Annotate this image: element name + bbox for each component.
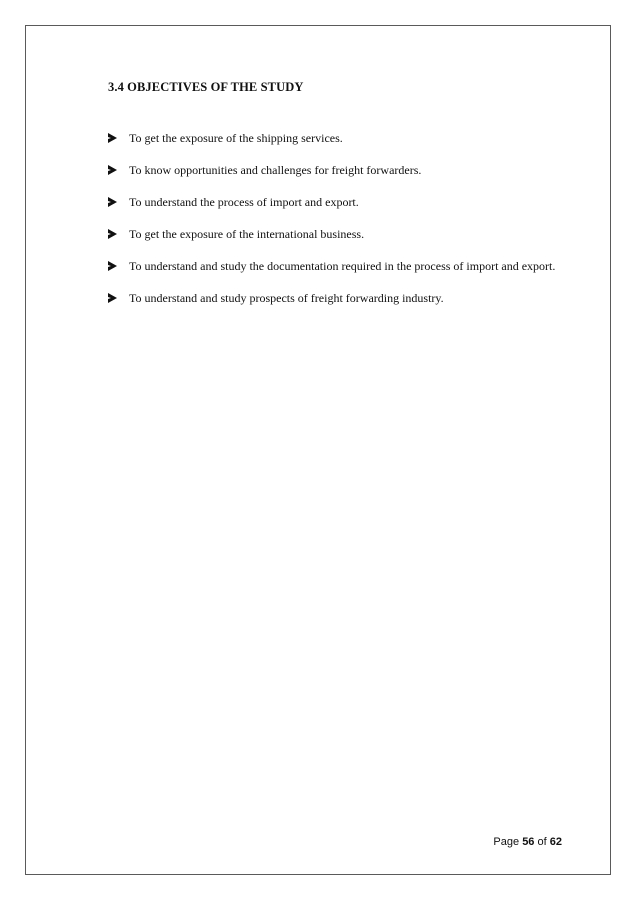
page-label: Page — [493, 836, 520, 848]
arrow-bullet-icon — [108, 133, 117, 143]
objective-text: To know opportunities and challenges for freight forwarders. — [129, 163, 422, 177]
list-item — [108, 186, 563, 218]
list-item — [108, 250, 563, 282]
objective-text: To understand and study prospects of freight forwarding industry. — [129, 291, 444, 305]
arrow-bullet-icon — [108, 293, 117, 303]
objective-text: To understand the process of import and export. — [129, 195, 359, 209]
arrow-bullet-icon — [108, 261, 117, 271]
arrow-bullet-icon — [108, 229, 117, 239]
section-heading: 3.4 OBJECTIVES OF THE STUDY — [108, 80, 304, 94]
objective-text: To get the exposure of the international business. — [129, 227, 365, 241]
of-label: of — [537, 836, 547, 848]
objective-text: To understand and study the documentation required in the process of import and export. — [129, 259, 556, 273]
objective-text: To get the exposure of the shipping services. — [129, 131, 343, 145]
list-item — [108, 122, 563, 154]
list-item — [108, 282, 563, 314]
arrow-bullet-icon — [108, 197, 117, 207]
objectives-list — [108, 122, 563, 314]
page-footer — [493, 836, 562, 848]
arrow-bullet-icon — [108, 165, 117, 175]
list-item — [108, 218, 563, 250]
list-item — [108, 154, 563, 186]
page-number: 56 — [522, 836, 535, 848]
total-pages: 62 — [549, 836, 562, 848]
